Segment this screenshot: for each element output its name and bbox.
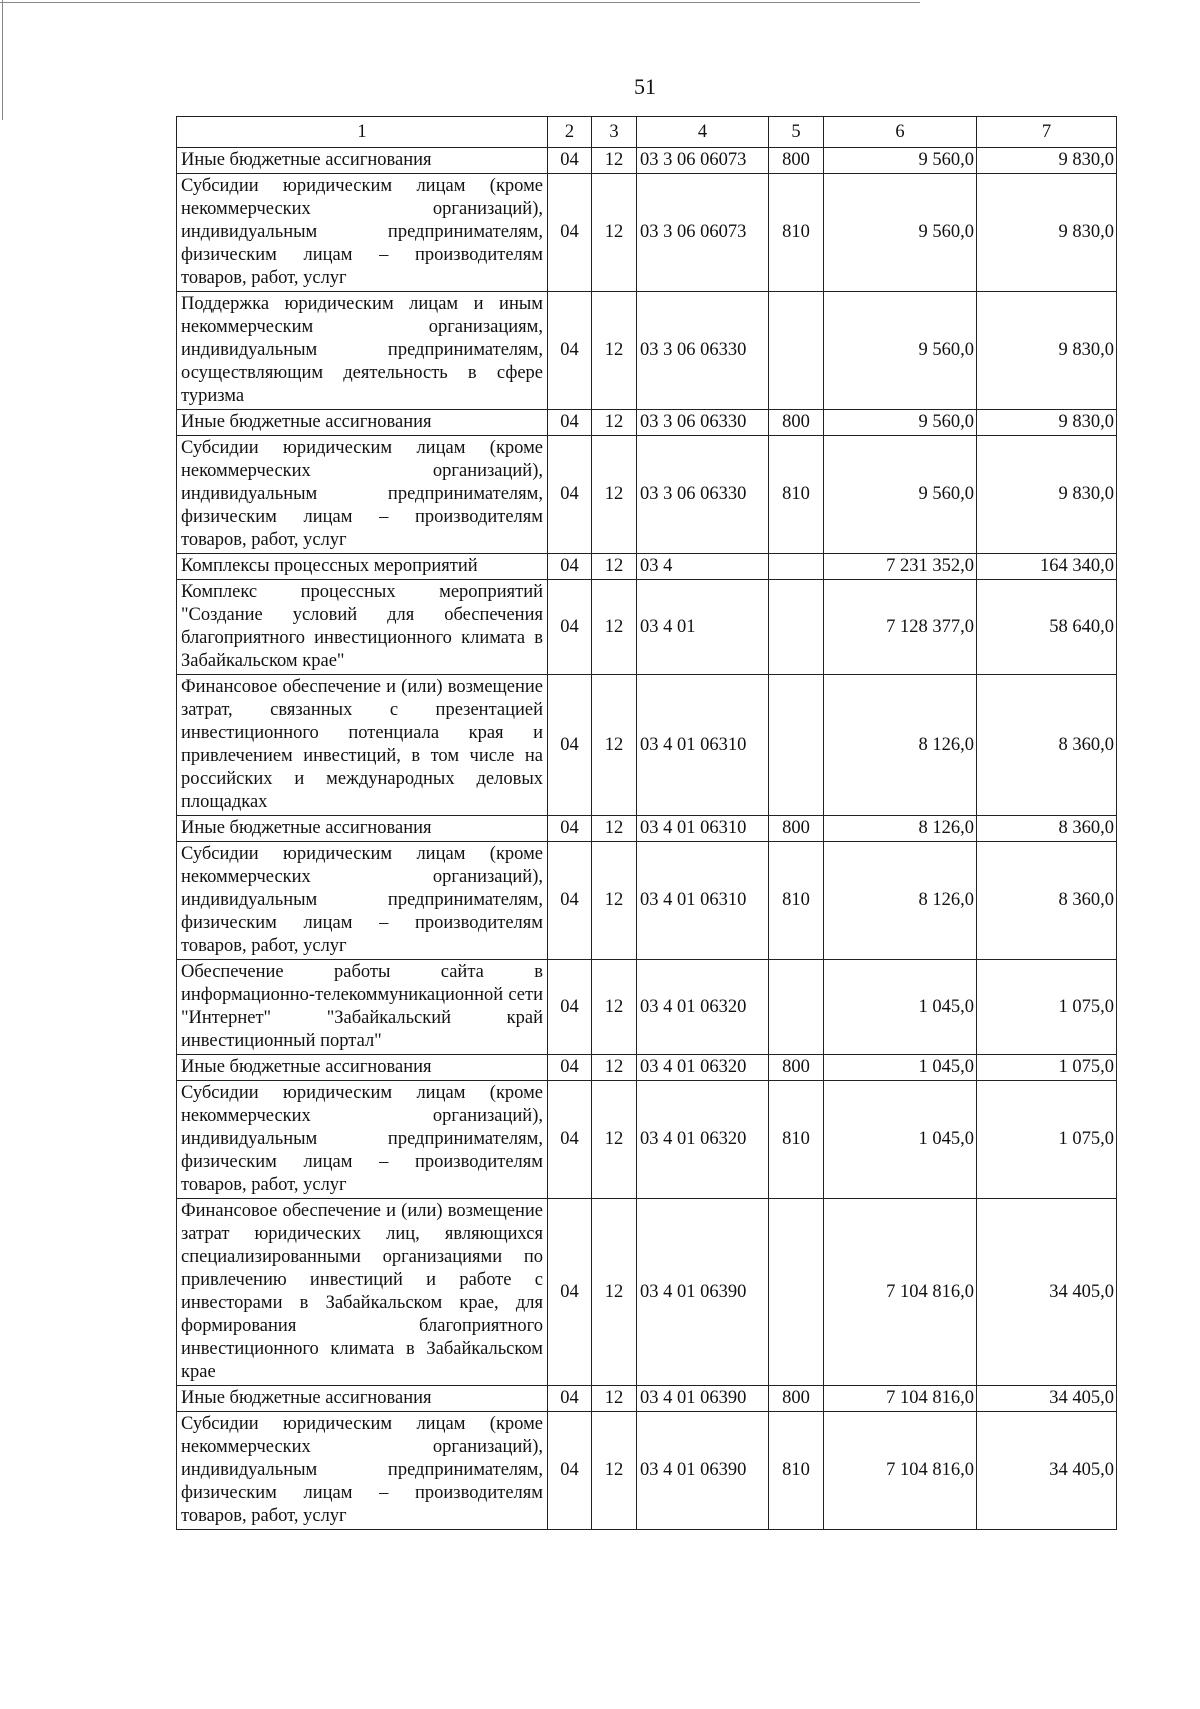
column-header: 7 — [977, 117, 1117, 148]
target-article-cell: 03 3 06 06073 — [637, 148, 769, 174]
target-article-cell: 03 4 01 06390 — [637, 1412, 769, 1530]
amount-year2-cell: 9 830,0 — [977, 148, 1117, 174]
subsection-cell: 12 — [592, 174, 637, 292]
expense-type-cell: 800 — [769, 816, 824, 842]
row-name-cell: Субсидии юридическим лицам (кроме некоммерческих организаций), индивидуальным предпринимателям, физическим лицам – производителям товаров, работ, услуг — [177, 436, 548, 554]
table-row — [177, 292, 1117, 410]
row-name-cell: Иные бюджетные ассигнования — [177, 816, 548, 842]
target-article-cell: 03 3 06 06330 — [637, 292, 769, 410]
expense-type-cell: 810 — [769, 1081, 824, 1199]
row-name-cell: Субсидии юридическим лицам (кроме некоммерческих организаций), индивидуальным предпринимателям, физическим лицам – производителям товаров, работ, услуг — [177, 1081, 548, 1199]
target-article-cell: 03 4 01 06310 — [637, 816, 769, 842]
amount-year1-cell: 8 126,0 — [824, 842, 977, 960]
amount-year1-cell: 9 560,0 — [824, 436, 977, 554]
table-row — [177, 1055, 1117, 1081]
column-header: 6 — [824, 117, 977, 148]
row-name-cell: Комплекс процессных мероприятий "Создание условий для обеспечения благоприятного инвестиционного климата в Забайкальском крае" — [177, 580, 548, 675]
section-cell: 04 — [548, 1081, 592, 1199]
subsection-cell: 12 — [592, 960, 637, 1055]
row-name-cell: Субсидии юридическим лицам (кроме некоммерческих организаций), индивидуальным предпринимателям, физическим лицам – производителям товаров, работ, услуг — [177, 1412, 548, 1530]
column-header: 1 — [177, 117, 548, 148]
subsection-cell: 12 — [592, 816, 637, 842]
table-row — [177, 174, 1117, 292]
expense-type-cell: 800 — [769, 1386, 824, 1412]
expense-type-cell — [769, 292, 824, 410]
target-article-cell: 03 4 01 06320 — [637, 960, 769, 1055]
table-row — [177, 675, 1117, 816]
target-article-cell: 03 4 01 06320 — [637, 1081, 769, 1199]
row-name-cell: Иные бюджетные ассигнования — [177, 1055, 548, 1081]
subsection-cell: 12 — [592, 580, 637, 675]
amount-year2-cell: 8 360,0 — [977, 816, 1117, 842]
column-header: 4 — [637, 117, 769, 148]
table-row — [177, 148, 1117, 174]
target-article-cell: 03 3 06 06330 — [637, 436, 769, 554]
section-cell: 04 — [548, 554, 592, 580]
table-row — [177, 816, 1117, 842]
scan-edge-left — [2, 0, 3, 120]
subsection-cell: 12 — [592, 1412, 637, 1530]
section-cell: 04 — [548, 580, 592, 675]
table-row — [177, 410, 1117, 436]
row-name-cell: Финансовое обеспечение и (или) возмещение затрат, связанных с презентацией инвестиционного потенциала края и привлечением инвестиций, в том числе на российских и международных деловых площадках — [177, 675, 548, 816]
table-row — [177, 554, 1117, 580]
expense-type-cell: 800 — [769, 410, 824, 436]
amount-year1-cell: 8 126,0 — [824, 816, 977, 842]
table-row — [177, 1199, 1117, 1386]
amount-year1-cell: 7 104 816,0 — [824, 1199, 977, 1386]
expense-type-cell: 810 — [769, 1412, 824, 1530]
subsection-cell: 12 — [592, 675, 637, 816]
subsection-cell: 12 — [592, 436, 637, 554]
row-name-cell: Комплексы процессных мероприятий — [177, 554, 548, 580]
section-cell: 04 — [548, 410, 592, 436]
subsection-cell: 12 — [592, 842, 637, 960]
amount-year1-cell: 1 045,0 — [824, 1081, 977, 1199]
amount-year1-cell: 7 231 352,0 — [824, 554, 977, 580]
amount-year2-cell: 1 075,0 — [977, 960, 1117, 1055]
scan-edge-top — [0, 2, 920, 3]
amount-year2-cell: 9 830,0 — [977, 410, 1117, 436]
budget-table — [176, 116, 1117, 1530]
expense-type-cell — [769, 675, 824, 816]
expense-type-cell — [769, 1199, 824, 1386]
table-row — [177, 1412, 1117, 1530]
table-row — [177, 842, 1117, 960]
table-row — [177, 1386, 1117, 1412]
section-cell: 04 — [548, 174, 592, 292]
section-cell: 04 — [548, 1412, 592, 1530]
row-name-cell: Финансовое обеспечение и (или) возмещение затрат юридических лиц, являющихся специализированными организациями по привлечению инвестиций и работе с инвесторами в Забайкальском крае, для формирования благоприятного инвестиционного климата в Забайкальском крае — [177, 1199, 548, 1386]
table-row — [177, 960, 1117, 1055]
subsection-cell: 12 — [592, 292, 637, 410]
column-header: 3 — [592, 117, 637, 148]
section-cell: 04 — [548, 675, 592, 816]
amount-year1-cell: 8 126,0 — [824, 675, 977, 816]
amount-year2-cell: 9 830,0 — [977, 174, 1117, 292]
subsection-cell: 12 — [592, 554, 637, 580]
column-header: 2 — [548, 117, 592, 148]
amount-year1-cell: 9 560,0 — [824, 174, 977, 292]
subsection-cell: 12 — [592, 1199, 637, 1386]
row-name-cell: Иные бюджетные ассигнования — [177, 410, 548, 436]
amount-year2-cell: 8 360,0 — [977, 675, 1117, 816]
amount-year2-cell: 8 360,0 — [977, 842, 1117, 960]
expense-type-cell: 810 — [769, 174, 824, 292]
target-article-cell: 03 4 01 06310 — [637, 675, 769, 816]
row-name-cell: Иные бюджетные ассигнования — [177, 148, 548, 174]
table-row — [177, 580, 1117, 675]
amount-year1-cell: 1 045,0 — [824, 960, 977, 1055]
subsection-cell: 12 — [592, 1055, 637, 1081]
expense-type-cell — [769, 554, 824, 580]
subsection-cell: 12 — [592, 148, 637, 174]
expense-type-cell: 800 — [769, 148, 824, 174]
subsection-cell: 12 — [592, 410, 637, 436]
target-article-cell: 03 4 01 06390 — [637, 1199, 769, 1386]
expense-type-cell: 800 — [769, 1055, 824, 1081]
section-cell: 04 — [548, 1386, 592, 1412]
amount-year1-cell: 9 560,0 — [824, 410, 977, 436]
amount-year1-cell: 7 104 816,0 — [824, 1412, 977, 1530]
subsection-cell: 12 — [592, 1386, 637, 1412]
section-cell: 04 — [548, 960, 592, 1055]
section-cell: 04 — [548, 842, 592, 960]
row-name-cell: Иные бюджетные ассигнования — [177, 1386, 548, 1412]
table-row — [177, 436, 1117, 554]
header-row — [177, 117, 1117, 148]
target-article-cell: 03 4 — [637, 554, 769, 580]
column-header: 5 — [769, 117, 824, 148]
row-name-cell: Обеспечение работы сайта в информационно-телекоммуникационной сети "Интернет" "Забайкальский край инвестиционный портал" — [177, 960, 548, 1055]
amount-year1-cell: 7 104 816,0 — [824, 1386, 977, 1412]
row-name-cell: Субсидии юридическим лицам (кроме некоммерческих организаций), индивидуальным предпринимателям, физическим лицам – производителям товаров, работ, услуг — [177, 842, 548, 960]
target-article-cell: 03 4 01 — [637, 580, 769, 675]
expense-type-cell — [769, 580, 824, 675]
expense-type-cell: 810 — [769, 842, 824, 960]
amount-year2-cell: 9 830,0 — [977, 292, 1117, 410]
amount-year2-cell: 34 405,0 — [977, 1412, 1117, 1530]
target-article-cell: 03 4 01 06320 — [637, 1055, 769, 1081]
section-cell: 04 — [548, 436, 592, 554]
target-article-cell: 03 4 01 06390 — [637, 1386, 769, 1412]
amount-year1-cell: 1 045,0 — [824, 1055, 977, 1081]
amount-year1-cell: 9 560,0 — [824, 292, 977, 410]
target-article-cell: 03 3 06 06330 — [637, 410, 769, 436]
amount-year2-cell: 9 830,0 — [977, 436, 1117, 554]
section-cell: 04 — [548, 148, 592, 174]
expense-type-cell — [769, 960, 824, 1055]
expense-type-cell: 810 — [769, 436, 824, 554]
amount-year2-cell: 58 640,0 — [977, 580, 1117, 675]
target-article-cell: 03 4 01 06310 — [637, 842, 769, 960]
section-cell: 04 — [548, 1055, 592, 1081]
subsection-cell: 12 — [592, 1081, 637, 1199]
amount-year2-cell: 1 075,0 — [977, 1081, 1117, 1199]
table-row — [177, 1081, 1117, 1199]
section-cell: 04 — [548, 816, 592, 842]
amount-year2-cell: 34 405,0 — [977, 1199, 1117, 1386]
amount-year1-cell: 7 128 377,0 — [824, 580, 977, 675]
page-number: 51 — [634, 74, 656, 99]
section-cell: 04 — [548, 1199, 592, 1386]
amount-year2-cell: 164 340,0 — [977, 554, 1117, 580]
table-body — [177, 148, 1117, 1530]
row-name-cell: Субсидии юридическим лицам (кроме некоммерческих организаций), индивидуальным предпринимателям, физическим лицам – производителям товаров, работ, услуг — [177, 174, 548, 292]
amount-year2-cell: 34 405,0 — [977, 1386, 1117, 1412]
section-cell: 04 — [548, 292, 592, 410]
amount-year1-cell: 9 560,0 — [824, 148, 977, 174]
row-name-cell: Поддержка юридическим лицам и иным некоммерческим организациям, индивидуальным предпринимателям, осуществляющим деятельность в сфере туризма — [177, 292, 548, 410]
amount-year2-cell: 1 075,0 — [977, 1055, 1117, 1081]
target-article-cell: 03 3 06 06073 — [637, 174, 769, 292]
